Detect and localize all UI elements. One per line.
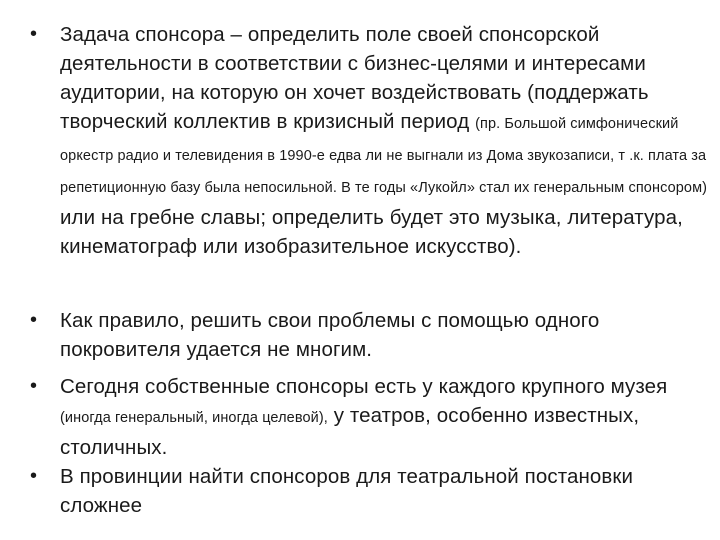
bullet-text [60, 20, 708, 261]
bullet-text: Как правило, решить свои проблемы с помощью одного покровителя удается не многим. [60, 309, 600, 361]
bullet-text-note: (иногда генеральный, иногда целевой), [60, 410, 328, 426]
bullet-dot: • [30, 309, 38, 331]
bullet-sponsor-task [30, 20, 708, 261]
bullet-museum-sponsors [30, 372, 708, 462]
bullet-dot: • [30, 465, 38, 487]
bullet-dot: • [30, 375, 38, 397]
bullet-text-main: Задача спонсора – определить поле своей спонсорской деятельности в соответствии с бизнес-целями и интересами аудитории, на которую он хочет воздействовать (поддержать творческий коллектив в кризисный период [60, 23, 649, 133]
bullet-one-patron [30, 306, 708, 364]
bullet-text-continuation: или на гребне славы; определить будет это музыка, литература, кинематограф или изобразительное искусство). [60, 206, 683, 258]
bullet-provinces [30, 462, 708, 520]
bullet-dot: • [30, 23, 38, 45]
bullet-text-continuation: у театров, особенно известных, столичных. [60, 404, 640, 459]
bullet-text: В провинции найти спонсоров для театральной постановки сложнее [60, 465, 634, 517]
bullet-text-example: (пр. Большой симфонический оркестр радио и телевидения в 1990-е едва ли не выгнали из Дома звукозаписи, т .к. плата за репетиционную базу была непосильной. В те годы «Лукойл» стал их генеральным спонсором) [60, 116, 708, 196]
bullet-text-main: Сегодня собственные спонсоры есть у каждого крупного музея [60, 375, 668, 398]
bullet-text [60, 372, 708, 462]
